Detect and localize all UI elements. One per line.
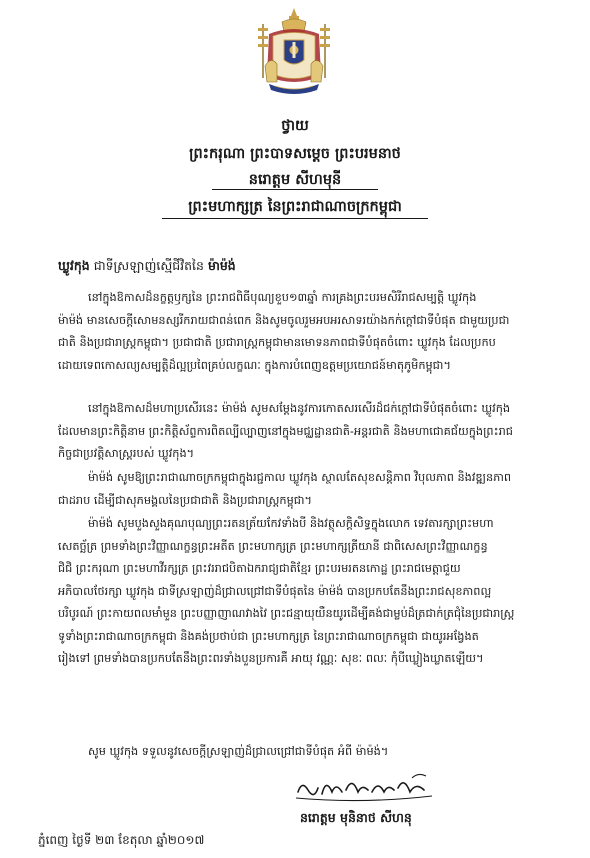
royal-title-line: ព្រះករុណា ព្រះបាទសម្ដេច ព្រះបរមនាថ [189,146,401,162]
salutation-text: ជាទីស្រឡាញ់ស្មើជីវិតនៃ [89,258,208,273]
date-line: ភ្នំពេញ ថ្ងៃទី ២៣ ខែតុលា ឆ្នាំ២០១៧ [38,833,205,847]
paragraph-line: ជាតិ និងប្រជារាស្ត្រកម្ពុជា។ ប្រជាជាតិ ប្រជារាស្ត្រកម្ពុជាមានមោទនភាពជាទីបំផុតចំពោះ ឃ្លូវកុង ដែលប្រកប [58,336,496,349]
paragraph-line: រៀងទៅ ព្រមទាំងបានប្រកបតែនឹងព្រះពរទាំងបួនប្រការគឺ អាយុ វណ្ណៈ សុខៈ ពលៈ កុំបីឃ្លៀងឃ្លាតឡើយ។ [58,652,484,665]
royal-coat-of-arms-icon [255,6,333,98]
handwritten-signature [292,770,442,804]
salutation-target: ម៉ាម៉ង់ [207,258,236,273]
salutation-name: ឃ្លូវកុង [58,258,90,273]
paragraph-5 [58,741,553,764]
paragraph-line: សូម ឃ្លូវកុង ទទួលនូវសេចក្ដីស្រឡាញ់ដ៏ជ្រាលជ្រៅជាទីបំផុត អំពី ម៉ាម៉ង់។ [88,745,389,758]
paragraph-line: ដែលមានព្រះកិត្តិនាម ព្រះកិត្តិស័ព្ទការពិតល្បីល្បាញនៅក្នុងមជ្ឈដ្ឋានជាតិ-អន្តរជាតិ និងមហាជោគជ័យក្នុងព្រះរាជ [58,424,513,438]
paragraph-1 [58,287,553,377]
paragraph-line: កិច្ចជាប្រវត្តិសាស្ត្ររបស់ ឃ្លូវកុង។ [58,447,195,460]
paragraph-line: ទូទាំងព្រះរាជាណាចក្រកម្ពុជា និងគង់ប្រថាប់ជា ព្រះមហាក្សត្រ នៃព្រះរាជាណាចក្រកម្ពុជា ជាយូរអង្វែងត [58,629,479,643]
paragraph-line: អភិបាលថែរក្សា ឃ្លូវកុង ជាទីស្រឡាញ់ដ៏ជ្រាលជ្រៅជាទីបំផុតនៃ ម៉ាម៉ង់ បានប្រកបតែនឹងព្រះរាជសុខភាពល្អ [58,584,492,598]
paragraph-line: បរិបូរណ៍ ព្រះកាយពលមាំមួន ព្រះបញ្ញាញាណវាងវៃ ព្រះជន្មាយុយឺនយូរដើម្បីគង់ជាម្លប់ដ៏ត្រជាក់ត្រជុំនៃប្រជារាស្ត្រ [58,607,515,620]
paragraph-line: ម៉ាម៉ង់ សូមបួងសួងគុណបុណ្យព្រះរតនត្រ័យកែវទាំងបី និងវត្ថុសក្ដិសិទ្ធក្នុងលោក ទេវតារក្សាព្រះមហា [88,517,494,530]
king-name-underline [212,189,378,190]
paragraph-3 [58,467,553,512]
salutation [58,258,236,274]
paragraph-line: ជិជិ ព្រះករុណា ព្រះមហាវីរក្សត្រ ព្រះវររាជបិតាឯករាជ្យជាតិខ្មែរ ព្រះបរមរតនកោដ្ឋ ព្រះរាជមេត្តាជួយ [58,562,461,575]
paragraph-2 [58,398,553,466]
paragraph-line: នៅក្នុងឱកាសដ៏មហាប្រសើរនេះ ម៉ាម៉ង់ សូមសម្ដែងនូវការកោតសរសើរដ៏ជក់ក្ដៅជាទីបំផុតចំពោះ ឃ្លូវកុង [88,402,511,415]
paragraph-line: សេតច្ឆ័ត្រ ព្រមទាំងព្រះវិញ្ញាណក្ខន្ធព្រះអតីត ព្រះមហាក្សត្រ ព្រះមហាក្សត្រីយានី ជាពិសេសព្រះវិញ្ញាណក្ខន្ធ [58,539,488,553]
paragraph-4 [58,513,553,671]
paragraph-line: ម៉ាម៉ង់ មានសេចក្ដីសោមនស្សរីករាយជាពន់ពេក និងសូមចូលរួមអបអរសាទរយ៉ាងកក់ក្ដៅជាទីបំផុត ជាមួយប្រជា [58,313,510,327]
king-title: ព្រះមហាក្សត្រ នៃព្រះរាជាណាចក្រកម្ពុជា [188,199,402,215]
paragraph-line: ជាដរាប ដើម្បីជាសុភមង្គលនៃប្រជាជាតិ និងប្រជារាស្ត្រកម្ពុជា។ [58,493,312,507]
paragraph-line: ដោយទេពកោសល្យសម្បត្តិដ៏ល្អប្រពៃគ្រប់លក្ខណៈ ក្នុងការបំពេញឧត្តមប្រយោជន៍មាតុភូមិកម្ពុជា។ [58,358,451,372]
king-name: នរោត្តម សីហមុនី [248,172,342,188]
paragraph-line: នៅក្នុងឱកាសដ៏នក្ខត្តឫក្សនៃ ព្រះរាជពិធីបុណ្យខួប១៣ឆ្នាំ ការគ្រងព្រះបរមសិរីរាជសម្បត្តិ ឃ្លូវកុង [88,291,477,304]
signer-name: នរោត្តម មុនិនាថ សីហនុ [300,810,412,825]
paragraph-line: ម៉ាម៉ង់ សូមឱ្យព្រះរាជាណាចក្រកម្ពុជាក្នុងរជ្ជកាល ឃ្លូវកុង ស្ថាលតែសុខសន្តិភាព វិបុលភាព និងវឌ្ឍនភាព [88,471,512,484]
king-title-underline [162,218,428,219]
addressee-to: ថ្វាយ [281,118,309,134]
